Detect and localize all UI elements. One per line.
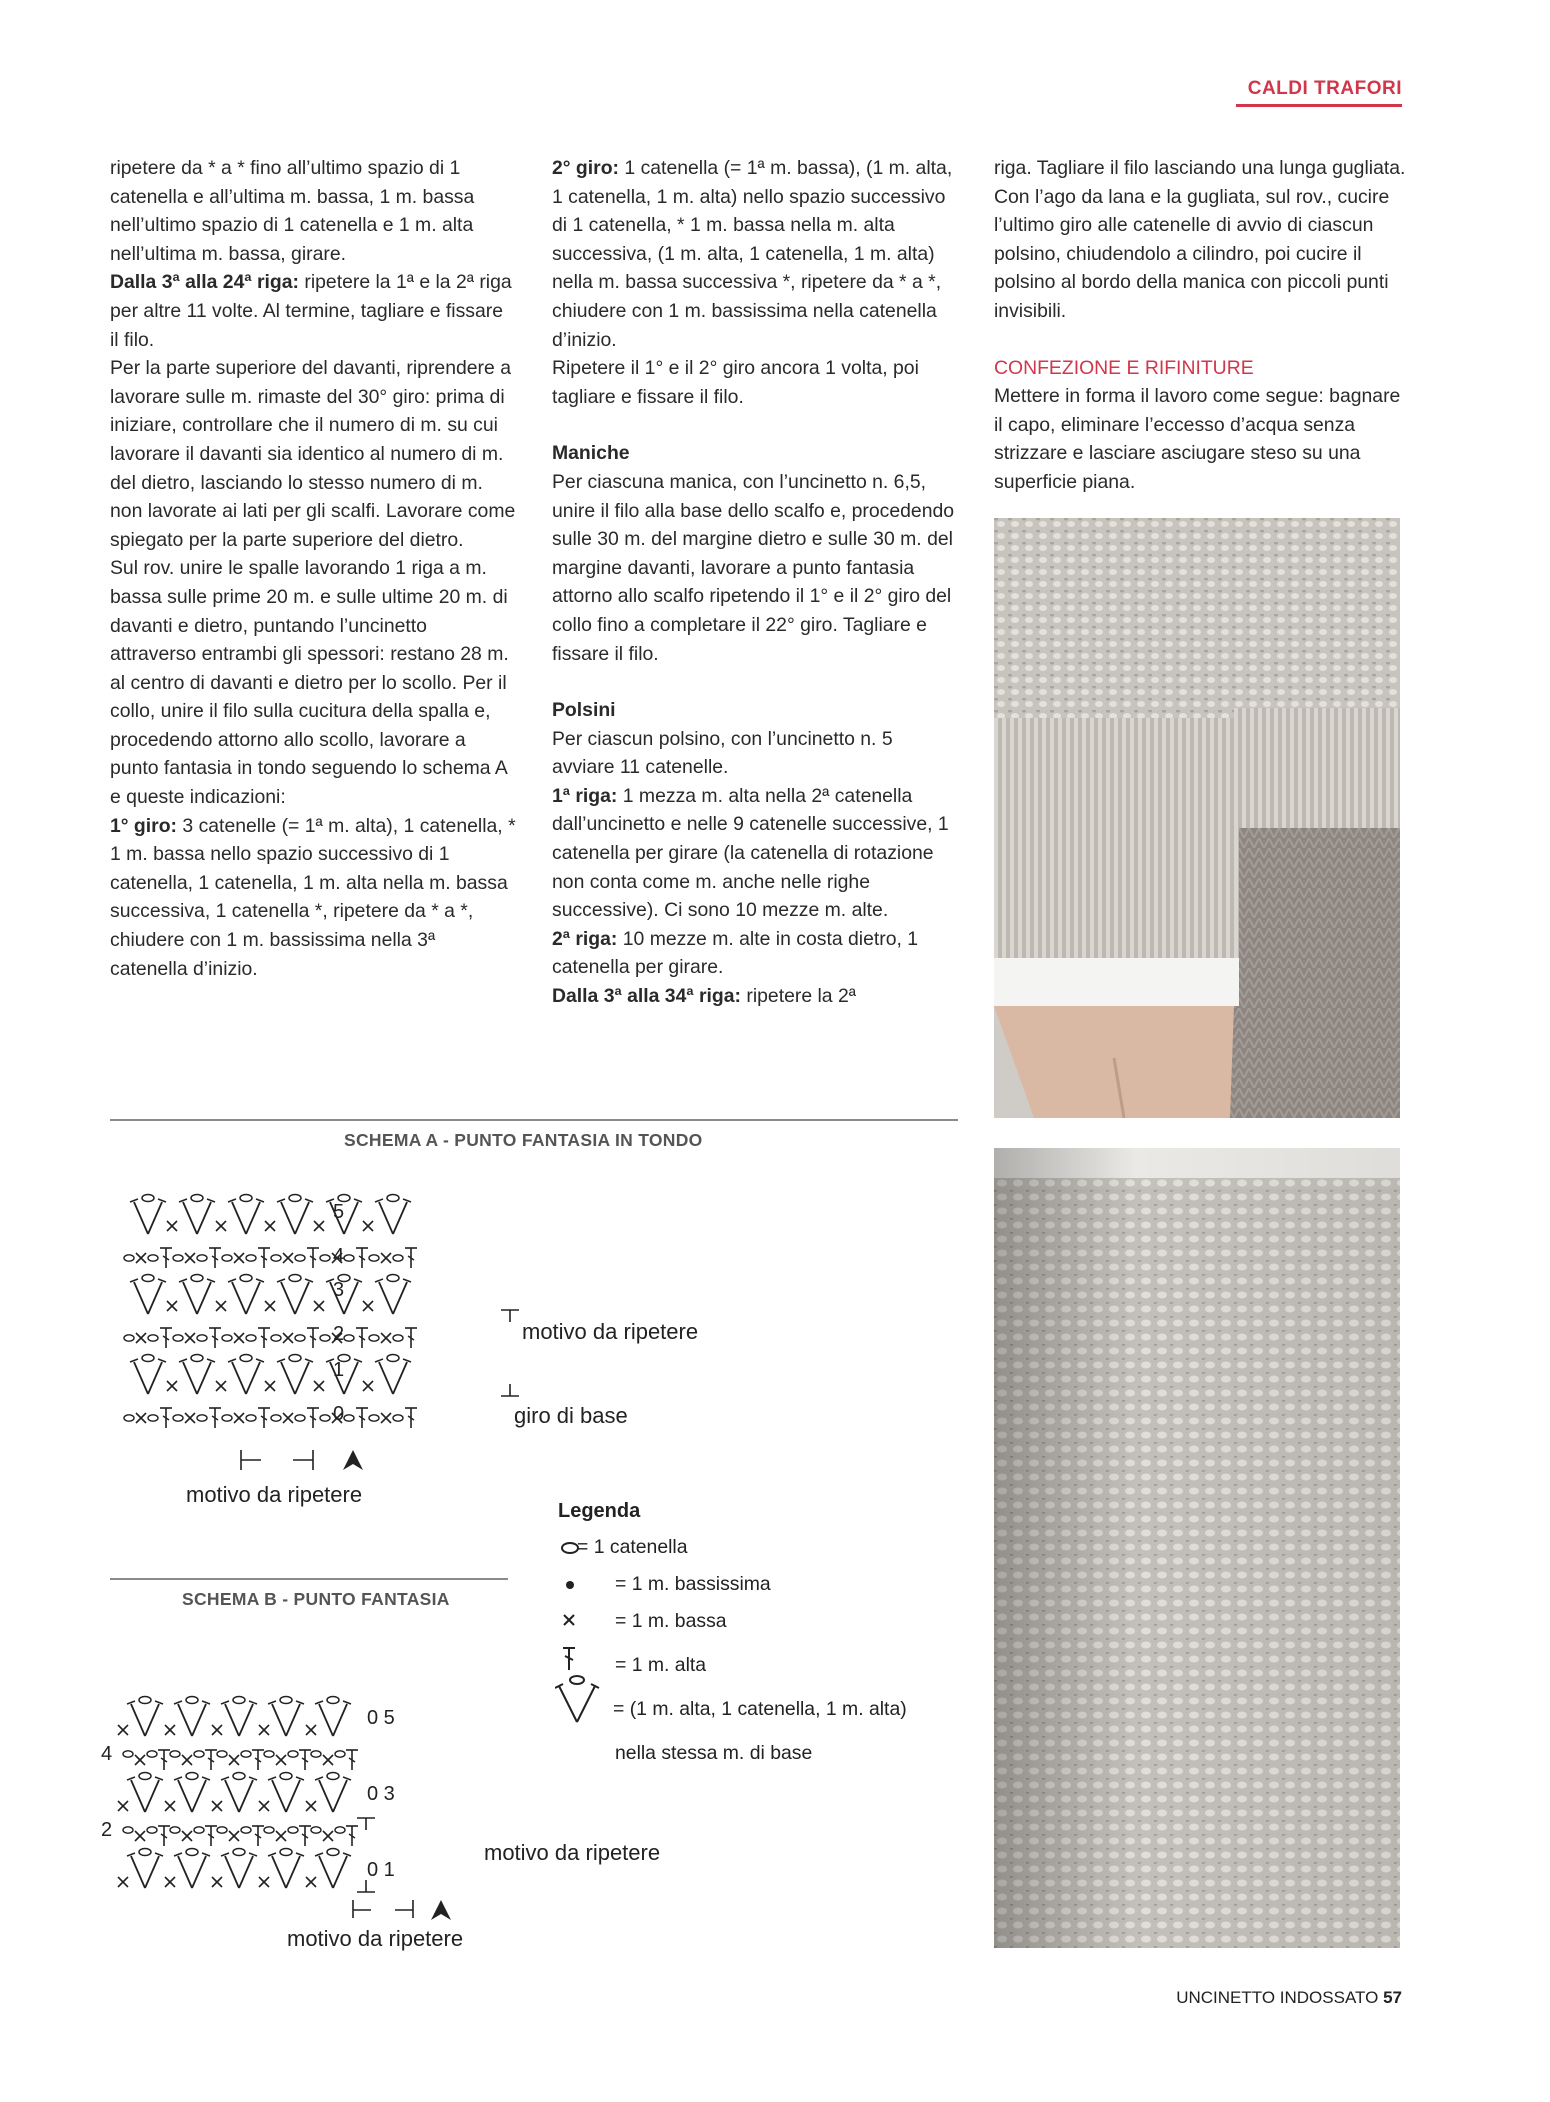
chain-mark	[335, 1751, 345, 1757]
chain-mark	[173, 1415, 183, 1421]
schema-b-row-number: 4	[101, 1743, 113, 1765]
chain-mark	[369, 1335, 379, 1341]
v-stitch-leg	[272, 1856, 286, 1888]
v-stitch-leg	[246, 1282, 260, 1314]
chain-mark	[271, 1335, 281, 1341]
chain-mark	[148, 1335, 158, 1341]
v-stitch-bar	[268, 1701, 276, 1704]
v-stitch-bar	[174, 1701, 182, 1704]
col1-paragraph: Sul rov. unire le spalle lavorando 1 riga a m. bassa sulle prime 20 m. e sulle ultime 20 m. di davanti e dietro, puntando l’uncinetto attraverso entrambi gli spessori: restano 28 m. al centro di davanti e dietro per lo scollo. Per il collo, unire il filo sulla cucitura della spalla e, procedendo attorno allo scollo, lavorare a punto fantasia in tondo seguendo lo schema A e queste indicazioni:	[110, 557, 509, 809]
col2-paragraph: Ripetere il 1° e il 2° giro ancora 1 volta, poi tagliare e fissare il filo.	[552, 357, 919, 408]
chain-mark	[246, 1335, 256, 1341]
v-stitch-bar	[296, 1853, 304, 1856]
chain-mark	[241, 1751, 251, 1757]
v-stitch-leg	[145, 1780, 159, 1812]
v-stitch-bar	[249, 1701, 257, 1704]
v-stitch-bar	[228, 1199, 236, 1202]
v-stitch-leg	[281, 1202, 295, 1234]
v-stitch-bar	[127, 1701, 135, 1704]
schema-b-row-number: 0 5	[367, 1707, 395, 1729]
chain-mark	[148, 1255, 158, 1261]
chain-mark	[240, 1275, 252, 1282]
chain-mark	[271, 1415, 281, 1421]
schema-a-row-number: 0	[333, 1403, 345, 1425]
chain-mark	[327, 1849, 339, 1856]
v-stitch-bar	[221, 1777, 229, 1780]
v-stitch-bar	[403, 1279, 411, 1282]
schema-b-title: SCHEMA B - PUNTO FANTASIA	[182, 1589, 450, 1609]
schema-a-repeat-label: motivo da ripetere	[522, 1319, 699, 1344]
v-stitch-bar	[179, 1279, 187, 1282]
slip-stitch-symbol	[566, 1581, 574, 1589]
chain-mark	[186, 1697, 198, 1704]
v-stitch-bar	[179, 1199, 187, 1202]
v-stitch-leg	[319, 1780, 333, 1812]
schema-b-row-number: 0 3	[367, 1783, 395, 1805]
v-stitch-bar	[343, 1853, 351, 1856]
chain-mark	[217, 1751, 227, 1757]
v-stitch-leg	[145, 1856, 159, 1888]
col2-heading: Polsini	[552, 699, 616, 722]
chain-mark	[289, 1355, 301, 1362]
v-stitch-leg	[319, 1856, 333, 1888]
v-stitch-bar	[174, 1777, 182, 1780]
legend-single-crochet: = 1 m. bassa	[615, 1610, 727, 1632]
v-stitch-bar	[158, 1199, 166, 1202]
v-stitch-bar	[202, 1777, 210, 1780]
v-stitch-bar	[343, 1701, 351, 1704]
chain-mark	[233, 1773, 245, 1780]
v-stitch-bar	[375, 1199, 383, 1202]
legend-double-crochet: = 1 m. alta	[615, 1654, 707, 1676]
v-stitch-bar	[207, 1199, 215, 1202]
v-stitch-leg	[379, 1362, 393, 1394]
chain-mark	[222, 1335, 232, 1341]
chain-mark	[280, 1697, 292, 1704]
v-stitch-leg	[192, 1780, 206, 1812]
v-stitch-bar	[228, 1359, 236, 1362]
v-stitch-leg	[134, 1202, 148, 1234]
chain-mark	[173, 1335, 183, 1341]
chain-mark	[289, 1195, 301, 1202]
text-column-1	[110, 154, 516, 983]
chain-mark	[289, 1275, 301, 1282]
v-stitch-bar	[277, 1279, 285, 1282]
v-stitch-bar	[315, 1701, 323, 1704]
v-stitch-leg	[286, 1856, 300, 1888]
v-stitch-bar	[296, 1701, 304, 1704]
v-stitch-leg	[197, 1362, 211, 1394]
v-stitch-bar	[202, 1701, 210, 1704]
double-crochet-symbol	[563, 1648, 575, 1670]
v-stitch-leg	[225, 1856, 239, 1888]
schema-a-bottom-label: motivo da ripetere	[186, 1482, 363, 1507]
chain-mark	[246, 1255, 256, 1261]
v-stitch-leg	[319, 1704, 333, 1736]
schema-a-row-number: 4	[333, 1245, 345, 1267]
chain-mark	[170, 1827, 180, 1833]
chain-mark	[123, 1827, 133, 1833]
v-stitch-leg	[286, 1780, 300, 1812]
v-stitch-leg	[131, 1704, 145, 1736]
chain-mark	[295, 1335, 305, 1341]
chain-mark	[335, 1827, 345, 1833]
chain-mark	[311, 1751, 321, 1757]
v-stitch-bar	[305, 1359, 313, 1362]
chain-mark	[197, 1415, 207, 1421]
v-stitch-bar	[256, 1199, 264, 1202]
v-stitch-leg	[197, 1202, 211, 1234]
chain-mark	[344, 1415, 354, 1421]
v-stitch-leg	[393, 1202, 407, 1234]
v-stitch-bar	[249, 1777, 257, 1780]
chain-mark	[194, 1827, 204, 1833]
chain-mark	[246, 1415, 256, 1421]
v-stitch-bar	[155, 1701, 163, 1704]
legend-symbols	[555, 1532, 625, 1762]
chain-mark	[271, 1255, 281, 1261]
schema-a-rule	[110, 1119, 958, 1121]
chain-mark	[387, 1195, 399, 1202]
chain-mark	[344, 1335, 354, 1341]
chain-mark	[280, 1849, 292, 1856]
chain-mark	[173, 1255, 183, 1261]
chain-mark	[147, 1751, 157, 1757]
section-title-underline	[1236, 104, 1402, 107]
chain-mark	[288, 1751, 298, 1757]
chain-mark	[222, 1255, 232, 1261]
v-stitch-leg	[393, 1282, 407, 1314]
col2-instruction: Dalla 3ª alla 34ª riga: ripetere la 2ª	[552, 985, 856, 1008]
v-stitch-bar	[155, 1777, 163, 1780]
section-title: CALDI TRAFORI	[1247, 78, 1402, 99]
chain-mark	[320, 1415, 330, 1421]
schema-a-row-number: 1	[333, 1359, 345, 1381]
v-stitch-bar	[256, 1279, 264, 1282]
chain-mark	[369, 1255, 379, 1261]
chain-mark	[139, 1773, 151, 1780]
v-stitch-bar	[305, 1279, 313, 1282]
v-stitch-bar	[158, 1279, 166, 1282]
schema-a-title: SCHEMA A - PUNTO FANTASIA IN TONDO	[344, 1130, 703, 1150]
v-stitch-leg	[178, 1704, 192, 1736]
v-stitch-bar	[155, 1853, 163, 1856]
v-stitch-symbol	[555, 1676, 599, 1722]
chain-mark	[217, 1827, 227, 1833]
v-stitch-leg	[134, 1362, 148, 1394]
chain-mark	[327, 1697, 339, 1704]
sweater-back-illustration	[994, 1148, 1400, 1948]
v-stitch-leg	[295, 1362, 309, 1394]
chain-mark	[142, 1355, 154, 1362]
v-stitch-leg	[333, 1856, 347, 1888]
chain-mark	[124, 1415, 134, 1421]
v-stitch-leg	[232, 1362, 246, 1394]
text-column-3	[994, 154, 1406, 497]
schema-b-bottom-label: motivo da ripetere	[287, 1926, 464, 1951]
schema-b-row-number: 0 1	[367, 1859, 395, 1881]
chain-mark	[233, 1849, 245, 1856]
chain-mark	[344, 1255, 354, 1261]
v-stitch-bar	[221, 1701, 229, 1704]
chain-mark	[139, 1849, 151, 1856]
chain-mark	[197, 1335, 207, 1341]
v-stitch-bar	[228, 1279, 236, 1282]
v-stitch-leg	[239, 1856, 253, 1888]
chain-mark	[320, 1255, 330, 1261]
v-stitch-leg	[178, 1780, 192, 1812]
chain-mark	[280, 1773, 292, 1780]
v-stitch-leg	[197, 1282, 211, 1314]
v-stitch-bar	[179, 1359, 187, 1362]
chain-mark	[393, 1255, 403, 1261]
chain-mark	[124, 1335, 134, 1341]
schema-a-base-label: giro di base	[514, 1403, 628, 1428]
chain-mark	[240, 1195, 252, 1202]
v-stitch-leg	[183, 1202, 197, 1234]
v-stitch-bar	[207, 1359, 215, 1362]
v-stitch-leg	[272, 1780, 286, 1812]
chain-mark	[123, 1751, 133, 1757]
col2-instruction: 2° giro: 1 catenella (= 1ª m. bassa), (1 m. alta, 1 catenella, 1 m. alta) nello spazio successivo di 1 catenella, * 1 m. bassa nella m. alta successiva, (1 m. alta, 1 catenella, 1 m. alta) nella m. bassa successiva *, ripetere da * a *, chiudere con 1 m. bassissima nella catenella d’inizio.	[552, 157, 953, 351]
chain-mark	[148, 1415, 158, 1421]
v-stitch-leg	[246, 1202, 260, 1234]
chain-mark	[191, 1195, 203, 1202]
v-stitch-bar	[127, 1853, 135, 1856]
chain-mark	[186, 1849, 198, 1856]
v-stitch-leg	[225, 1780, 239, 1812]
chain-mark	[369, 1415, 379, 1421]
v-stitch-leg	[192, 1704, 206, 1736]
chain-mark	[393, 1415, 403, 1421]
v-stitch-bar	[221, 1853, 229, 1856]
col3-paragraph: Mettere in forma il lavoro come segue: bagnare il capo, eliminare l’eccesso d’acqua senza strizzare e lasciare asciugare steso su una superficie piana.	[994, 385, 1401, 493]
v-stitch-leg	[239, 1780, 253, 1812]
v-stitch-bar	[354, 1279, 362, 1282]
col2-instruction: 1ª riga: 1 mezza m. alta nella 2ª catenella dall’uncinetto e nelle 9 catenelle successive, 1 catenella per girare (la catenella di rotazione non conta come m. anche nelle righe successive). Ci sono 10 mezze m. alte.	[552, 784, 949, 922]
chain-mark	[311, 1827, 321, 1833]
chain-mark	[142, 1195, 154, 1202]
v-stitch-bar	[296, 1777, 304, 1780]
v-stitch-bar	[207, 1279, 215, 1282]
v-stitch-leg	[145, 1704, 159, 1736]
photo-sweater-back	[994, 1148, 1400, 1948]
legend-v-stitch: = (1 m. alta, 1 catenella, 1 m. alta)	[613, 1698, 907, 1720]
chain-mark	[387, 1275, 399, 1282]
schema-a-row-number: 2	[333, 1323, 345, 1345]
v-stitch-leg	[148, 1362, 162, 1394]
v-stitch-leg	[333, 1704, 347, 1736]
schema-b-chart	[95, 1690, 515, 1940]
v-stitch-leg	[178, 1856, 192, 1888]
schema-a-chart	[115, 1190, 535, 1490]
v-stitch-leg	[344, 1202, 358, 1234]
schema-b-row-number: 2	[101, 1819, 113, 1841]
col3-section-heading: CONFEZIONE E RIFINITURE	[994, 356, 1254, 379]
v-stitch-leg	[295, 1202, 309, 1234]
v-stitch-bar	[315, 1777, 323, 1780]
chain-mark	[327, 1773, 339, 1780]
schema-b-rule	[110, 1578, 508, 1580]
chain-mark	[170, 1751, 180, 1757]
v-stitch-bar	[403, 1199, 411, 1202]
v-stitch-leg	[239, 1704, 253, 1736]
v-stitch-leg	[148, 1282, 162, 1314]
v-stitch-leg	[148, 1202, 162, 1234]
chain-mark	[295, 1415, 305, 1421]
v-stitch-leg	[246, 1362, 260, 1394]
v-stitch-bar	[277, 1359, 285, 1362]
legend-chain: = 1 catenella	[577, 1536, 688, 1558]
chain-mark	[124, 1255, 134, 1261]
v-stitch-leg	[131, 1780, 145, 1812]
v-stitch-leg	[379, 1202, 393, 1234]
photo-sleeve-cuff	[994, 518, 1400, 1118]
v-stitch-leg	[272, 1704, 286, 1736]
single-crochet-symbol	[564, 1615, 574, 1625]
v-stitch-bar	[354, 1199, 362, 1202]
chain-mark	[194, 1751, 204, 1757]
col2-instruction: 2ª riga: 10 mezze m. alte in costa dietro, 1 catenella per girare.	[552, 927, 919, 979]
direction-arrow	[343, 1450, 363, 1470]
v-stitch-leg	[344, 1362, 358, 1394]
page-footer	[1176, 1988, 1402, 2008]
chain-mark	[288, 1827, 298, 1833]
v-stitch-bar	[256, 1359, 264, 1362]
v-stitch-leg	[134, 1282, 148, 1314]
chain-mark	[264, 1751, 274, 1757]
legend-title: Legenda	[558, 1500, 641, 1522]
v-stitch-bar	[174, 1853, 182, 1856]
v-stitch-leg	[192, 1856, 206, 1888]
v-stitch-leg	[344, 1282, 358, 1314]
v-stitch-leg	[225, 1704, 239, 1736]
magazine-name: UNCINETTO INDOSSATO	[1176, 1988, 1379, 2007]
chain-mark	[295, 1255, 305, 1261]
v-stitch-bar	[127, 1777, 135, 1780]
direction-arrow	[431, 1900, 451, 1920]
v-stitch-leg	[379, 1282, 393, 1314]
v-stitch-leg	[393, 1362, 407, 1394]
v-stitch-leg	[295, 1282, 309, 1314]
chain-mark	[186, 1773, 198, 1780]
v-stitch-leg	[183, 1362, 197, 1394]
v-stitch-bar	[268, 1853, 276, 1856]
chain-mark	[191, 1275, 203, 1282]
chain-mark	[222, 1415, 232, 1421]
v-stitch-leg	[281, 1362, 295, 1394]
v-stitch-bar	[375, 1359, 383, 1362]
chain-symbol	[562, 1543, 578, 1553]
col3-paragraph: riga. Tagliare il filo lasciando una lunga gugliata. Con l’ago da lana e la gugliata, sul rov., cucire l’ultimo giro alle catenelle di avvio di ciascun polsino, chiudendolo a cilindro, poi cucire il polsino al bordo della manica con piccoli punti invisibili.	[994, 157, 1406, 322]
v-stitch-leg	[131, 1856, 145, 1888]
chain-mark	[139, 1697, 151, 1704]
chain-mark	[241, 1827, 251, 1833]
col2-paragraph: Per ciascun polsino, con l’uncinetto n. 5 avviare 11 catenelle.	[552, 727, 893, 779]
v-stitch-bar	[343, 1777, 351, 1780]
schema-a-row-number: 5	[333, 1201, 345, 1223]
v-stitch-bar	[277, 1199, 285, 1202]
v-stitch-bar	[130, 1359, 138, 1362]
chain-mark	[147, 1827, 157, 1833]
v-stitch-bar	[315, 1853, 323, 1856]
v-stitch-leg	[232, 1282, 246, 1314]
v-stitch-leg	[333, 1780, 347, 1812]
legend-v-stitch-note: nella stessa m. di base	[615, 1742, 813, 1764]
chain-mark	[264, 1827, 274, 1833]
chain-mark	[142, 1275, 154, 1282]
col1-instruction: 1° giro: 3 catenelle (= 1ª m. alta), 1 catenella, * 1 m. bassa nello spazio successivo di 1 catenella, 1 catenella, 1 m. alta nella m. bassa successiva, 1 catenella *, ripetere da * a *, chiudere con 1 m. bassissima nella 3ª catenella d’inizio.	[110, 814, 516, 980]
chain-mark	[197, 1255, 207, 1261]
chain-mark	[393, 1335, 403, 1341]
v-stitch-leg	[286, 1704, 300, 1736]
v-stitch-leg	[183, 1282, 197, 1314]
col2-heading: Maniche	[552, 442, 630, 465]
sleeve-illustration	[994, 518, 1400, 1118]
chain-mark	[191, 1355, 203, 1362]
v-stitch-bar	[249, 1853, 257, 1856]
v-stitch-leg	[232, 1202, 246, 1234]
chain-mark	[240, 1355, 252, 1362]
chain-mark	[233, 1697, 245, 1704]
v-stitch-bar	[354, 1359, 362, 1362]
v-stitch-bar	[158, 1359, 166, 1362]
v-stitch-bar	[130, 1279, 138, 1282]
chain-mark	[387, 1355, 399, 1362]
v-stitch-bar	[268, 1777, 276, 1780]
v-stitch-bar	[130, 1199, 138, 1202]
col1-paragraph: ripetere da * a * fino all’ultimo spazio di 1 catenella e all’ultima m. bassa, 1 m. bassa nell’ultimo spazio di 1 catenella e 1 m. alta nell’ultima m. bassa, girare.	[110, 157, 475, 265]
schema-b-repeat-label: motivo da ripetere	[484, 1840, 661, 1865]
schema-a-row-number: 3	[333, 1279, 345, 1301]
v-stitch-leg	[281, 1282, 295, 1314]
legend-slip-stitch: = 1 m. bassissima	[615, 1573, 771, 1595]
v-stitch-bar	[403, 1359, 411, 1362]
col2-paragraph: Per ciascuna manica, con l’uncinetto n. 6,5, unire il filo alla base dello scalfo e, procedendo sulle 30 m. del margine dietro e sulle 30 m. del margine davanti, lavorare a punto fantasia attorno allo scalfo ripetendo il 1° e il 2° giro del collo fino a completare il 22° giro. Tagliare e fissare il filo.	[552, 470, 955, 665]
page-number: 57	[1383, 1988, 1402, 2007]
text-column-2	[552, 154, 958, 1011]
col1-paragraph: Per la parte superiore del davanti, riprendere a lavorare sulle m. rimaste del 30° giro: prima di iniziare, controllare che il numero di m. su cui lavorare il davanti sia identico al numero di m. del dietro, lasciando lo stesso numero di m. non lavorate ai lati per gli scalfi. Lavorare come spiegato per la parte superiore del dietro.	[110, 357, 516, 551]
chain-mark	[320, 1335, 330, 1341]
v-stitch-bar	[375, 1279, 383, 1282]
v-stitch-bar	[305, 1199, 313, 1202]
col1-instruction: Dalla 3ª alla 24ª riga: ripetere la 1ª e la 2ª riga per altre 11 volte. Al termine, tagliare e fissare il filo.	[110, 271, 512, 351]
v-stitch-bar	[202, 1853, 210, 1856]
